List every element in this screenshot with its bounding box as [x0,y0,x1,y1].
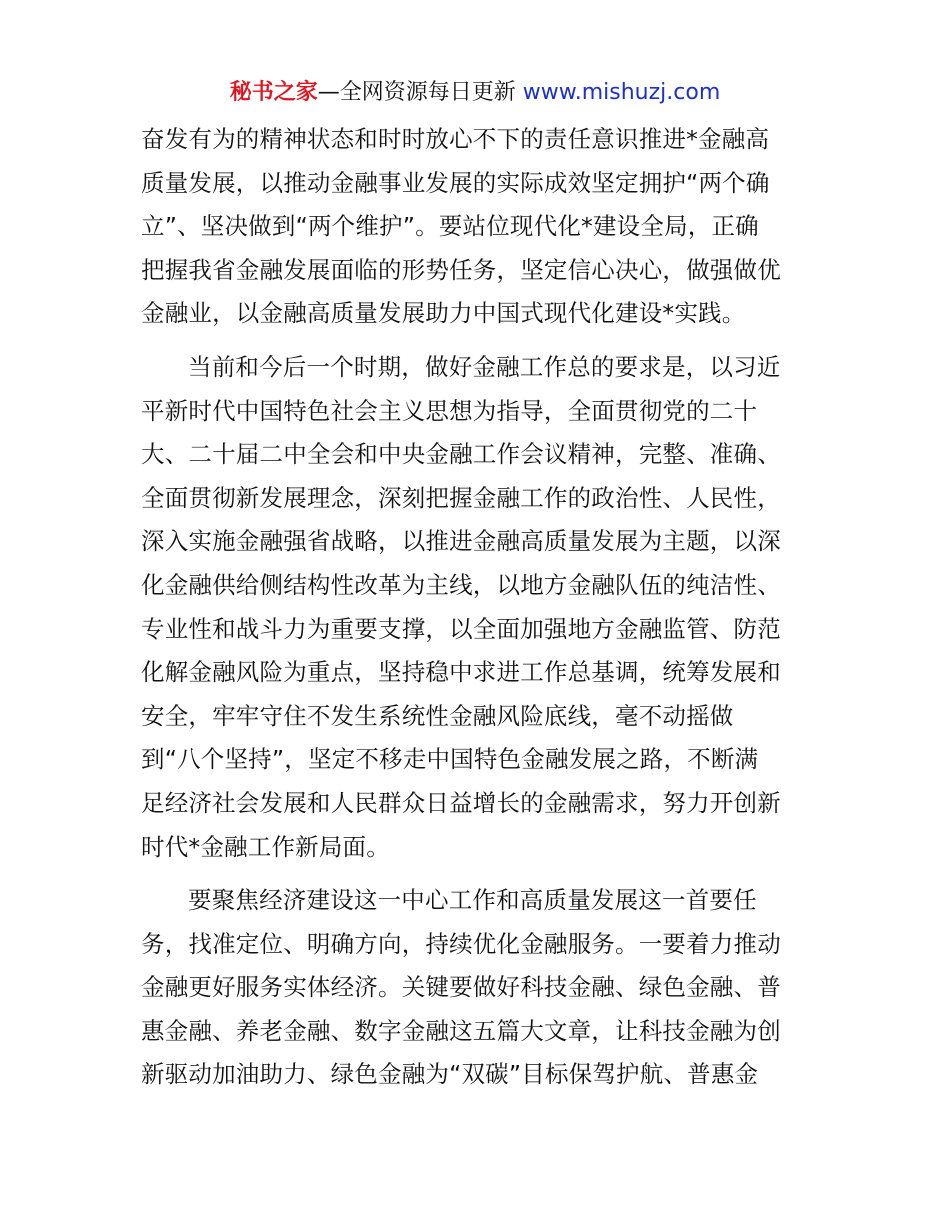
text-line: 大、二十届二中全会和中央金融工作会议精神，完整、准确、 [141,440,781,469]
text-line: 金融更好服务实体经济。关键要做好科技金融、绿色金融、普 [141,973,781,1002]
text-line: 立”、坚决做到“两个维护”。要站位现代化*建设全局，正确 [141,212,759,241]
text-line: 化解金融风险为重点，坚持稳中求进工作总基调，统筹发展和 [141,658,781,687]
text-line: 务，找准定位、明确方向，持续优化金融服务。一要着力推动 [141,929,781,958]
header-tagline: —全网资源每日更新 [317,80,523,105]
text-line: 深入实施金融强省战略，以推进金融高质量发展为主题，以深 [141,527,781,556]
text-line: 当前和今后一个时期，做好金融工作总的要求是，以习近 [188,352,781,381]
site-url-link[interactable]: www.mishuzj.com [522,80,721,105]
text-line: 要聚焦经济建设这一中心工作和高质量发展这一首要任 [188,886,757,915]
paragraph [141,118,811,336]
text-line: 金融业，以金融高质量发展助力中国式现代化建设*实践。 [141,299,746,328]
page-header [0,78,950,108]
paragraph-gap [141,869,811,879]
document-body [141,118,811,1097]
text-line: 奋发有为的精神状态和时时放心不下的责任意识推进*金融高 [141,125,770,153]
text-line: 到“八个坚持”，坚定不移走中国特色金融发展之路，不断满 [141,745,759,774]
text-line: 质量发展，以推动金融事业发展的实际成效坚定拥护“两个确 [141,168,770,197]
text-line: 足经济社会发展和人民群众日益增长的金融需求，努力开创新 [141,788,781,817]
brand-name: 秘书之家 [229,80,318,105]
text-line: 新驱动加油助力、绿色金融为“双碳”目标保驾护航、普惠金 [141,1060,759,1089]
text-line: 惠金融、养老金融、数字金融这五篇大文章，让科技金融为创 [141,1016,781,1045]
text-line: 安全，牢牢守住不发生系统性金融风险底线，毫不动摇做 [141,701,734,730]
text-line: 把握我省金融发展面临的形势任务，坚定信心决心，做强做优 [141,255,781,284]
text-line: 化金融供给侧结构性改革为主线，以地方金融队伍的纯洁性、 [141,570,781,599]
text-line: 全面贯彻新发展理念，深刻把握金融工作的政治性、人民性， [141,483,781,512]
paragraph [141,879,811,1097]
text-line: 专业性和战斗力为重要支撑，以全面加强地方金融监管、防范 [141,614,781,643]
paragraph-gap [141,336,811,346]
text-line: 时代*金融工作新局面。 [141,832,390,861]
paragraph [141,346,811,869]
text-line: 平新时代中国特色社会主义思想为指导，全面贯彻党的二十 [141,396,758,425]
